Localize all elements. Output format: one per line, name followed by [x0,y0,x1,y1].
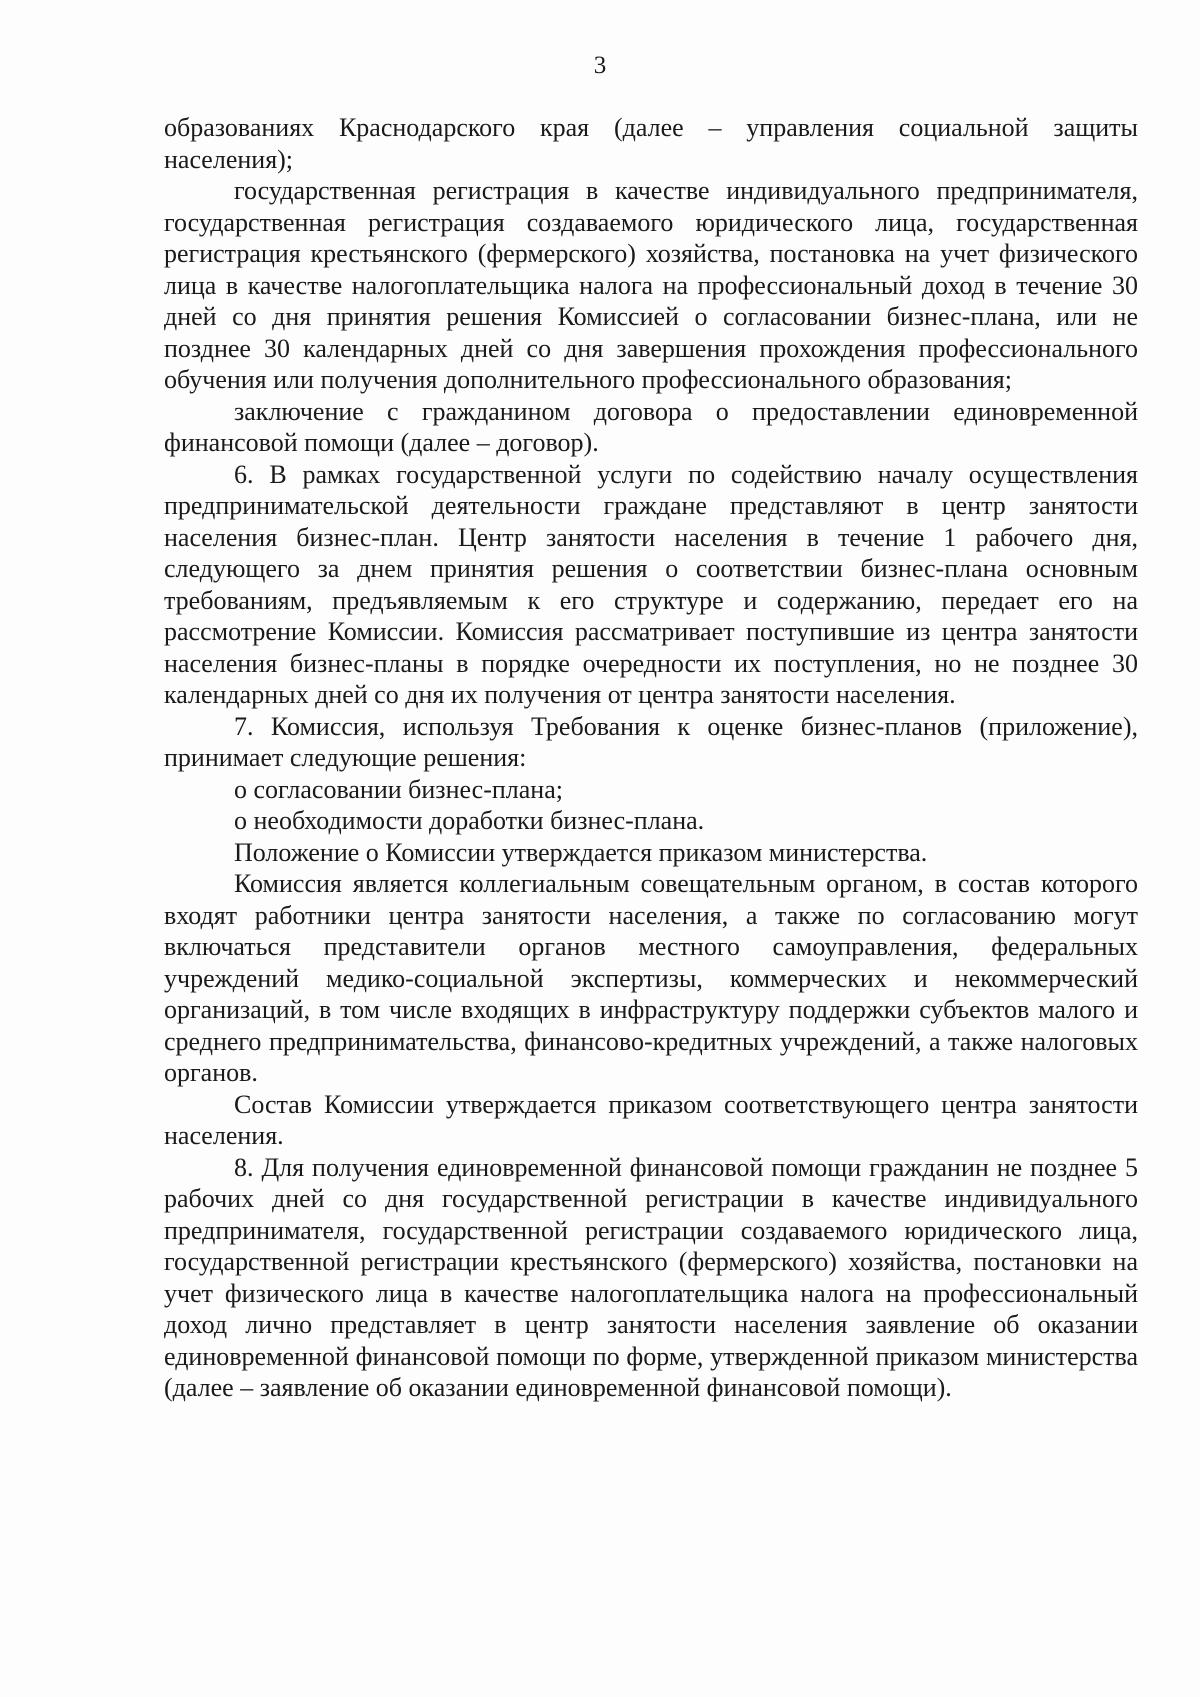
paragraph-item-6: 6. В рамках государственной услуги по содействию началу осуществления предпринимательской деятельности граждане представляют в центр занятости населения бизнес-план. Центр занятости населения в течение 1 рабочего дня, следующего за днем принятия решения о соответствии бизнес-плана основным требованиям, предъявляемым к его структуре и содержанию, передает его на рассмотрение Комиссии. Комиссия рассматривает поступившие из центра занятости населения бизнес-планы в порядке очередности их поступления, но не позднее 30 календарных дней со дня их получения от центра занятости населения. [164,459,1138,709]
paragraph-commission-members: Состав Комиссии утверждается приказом соответствующего центра занятости населения. [164,1089,1138,1150]
paragraph-item-8: 8. Для получения единовременной финансовой помощи гражданин не позднее 5 рабочих дней со дня государственной регистрации в качестве индивидуального предпринимателя, государственной регистрации создаваемого юридического лица, государственной регистрации крестьянского (фермерского) хозяйства, постановки на учет физического лица в качестве налогоплательщика налога на профессиональный доход лично представляет в центр занятости населения заявление об оказании единовременной финансовой помощи по форме, утвержденной приказом министерства (далее – заявление об оказании единовременной финансовой помощи). [164,1152,1138,1402]
paragraph-decision-revise: о необходимости доработки бизнес-плана. [234,806,705,835]
page-number: 3 [593,52,607,79]
paragraph-regulation: Положение о Комиссии утверждается приказом министерства. [234,837,928,867]
paragraph-contract: заключение с гражданином договора о предоставлении единовременной финансовой помощи (далее – договор). [164,396,1138,457]
paragraph-commission-composition: Комиссия является коллегиальным совещательным органом, в состав которого входят работники центра занятости населения, а также по согласованию могут включаться представители органов местного самоуправления, федеральных учреждений медико-социальной экспертизы, коммерческих и некоммерческий организаций, в том числе входящих в инфраструктуру поддержки субъектов малого и среднего предпринимательства, финансово-кредитных учреждений, а также налоговых органов. [164,869,1138,1087]
paragraph-item-7: 7. Комиссия, используя Требования к оценке бизнес-планов (приложение), принимает следующие решения: [164,711,1138,772]
document-body [164,112,1138,1404]
paragraph-decision-approve: о согласовании бизнес-плана; [234,774,563,804]
paragraph-state-registration: государственная регистрация в качестве индивидуального предпринимателя, государственная регистрация создаваемого юридического лица, государственная регистрация крестьянского (фермерского) хозяйства, постановка на учет физического лица в качестве налогоплательщика налога на профессиональный доход в течение 30 дней со дня принятия решения Комиссией о согласовании бизнес-плана, или не позднее 30 календарных дней со дня завершения прохождения профессионального обучения или получения дополнительного профессионального образования; [164,176,1138,394]
paragraph-continuation: образованиях Краснодарского края (далее – управления социальной защиты населения); [164,113,1138,174]
